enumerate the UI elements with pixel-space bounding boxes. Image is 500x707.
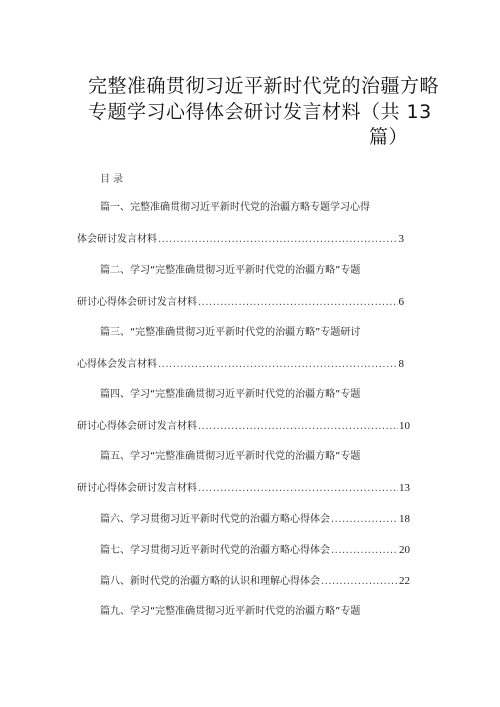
toc-entry-1-page: 3: [398, 233, 404, 245]
toc-entry-7[interactable]: [100, 543, 410, 558]
title-line-3: 篇）: [368, 126, 408, 148]
toc-entry-7-page: 20: [399, 544, 410, 556]
toc-entry-5-continuation[interactable]: [77, 481, 410, 496]
toc-entry-9-title[interactable]: 篇九、学习“完整准确贯彻习近平新时代党的治疆方略”专题: [100, 606, 361, 617]
toc-leader-dots: [321, 575, 398, 589]
toc-entry-3-continuation[interactable]: [77, 357, 404, 372]
toc-entry-6-page: 18: [399, 513, 410, 525]
toc-leader-dots: [331, 544, 398, 558]
toc-entry-1-title-cont: 体会研讨发言材料: [77, 234, 157, 245]
toc-entry-4-continuation[interactable]: [77, 419, 410, 434]
toc-leader-dots: [331, 513, 398, 527]
toc-entry-3-title[interactable]: 篇三、“完整准确贯彻习近平新时代党的治疆方略”专题研讨: [100, 327, 361, 338]
toc-entry-8[interactable]: [100, 574, 410, 589]
toc-leader-dots: [158, 358, 398, 372]
toc-leader-dots: [198, 420, 398, 434]
toc-entry-5-page: 13: [399, 482, 410, 494]
toc-entry-2-title[interactable]: 篇二、学习“完整准确贯彻习近平新时代党的治疆方略”专题: [100, 265, 361, 276]
toc-entry-7-title: 篇七、学习贯彻习近平新时代党的治疆方略心得体会: [100, 545, 330, 556]
title-line-2: 专题学习心得体会研讨发言材料（共 13: [88, 101, 432, 123]
toc-entry-2-continuation[interactable]: [77, 295, 404, 310]
toc-entry-4-title[interactable]: 篇四、学习“完整准确贯彻习近平新时代党的治疆方略”专题: [100, 389, 361, 400]
toc-entry-5-title[interactable]: 篇五、学习“完整准确贯彻习近平新时代党的治疆方略”专题: [100, 451, 361, 462]
toc-entry-4-title-cont: 研讨心得体会研讨发言材料: [77, 421, 197, 432]
toc-leader-dots: [198, 296, 398, 310]
toc-entry-6-title: 篇六、学习贯彻习近平新时代党的治疆方略心得体会: [100, 514, 330, 525]
toc-entry-1-continuation[interactable]: [77, 232, 404, 247]
toc-leader-dots: [158, 233, 398, 247]
title-line-1: 完整准确贯彻习近平新时代党的治疆方略: [88, 75, 440, 97]
toc-entry-3-title-cont: 心得体会发言材料: [77, 359, 157, 370]
toc-entry-6[interactable]: [100, 512, 410, 527]
toc-leader-dots: [198, 482, 398, 496]
toc-entry-4-page: 10: [399, 420, 410, 432]
toc-entry-8-page: 22: [399, 575, 410, 587]
toc-entry-2-title-cont: 研讨心得体会研讨发言材料: [77, 297, 197, 308]
toc-entry-2-page: 6: [398, 296, 404, 308]
toc-entry-1-title[interactable]: 篇一、完整准确贯彻习近平新时代党的治疆方略专题学习心得: [100, 202, 370, 213]
toc-entry-5-title-cont: 研讨心得体会研讨发言材料: [77, 483, 197, 494]
toc-entry-8-title: 篇八、新时代党的治疆方略的认识和理解心得体会: [100, 576, 320, 587]
toc-entry-3-page: 8: [398, 358, 404, 370]
toc-heading: 目录: [100, 174, 126, 185]
